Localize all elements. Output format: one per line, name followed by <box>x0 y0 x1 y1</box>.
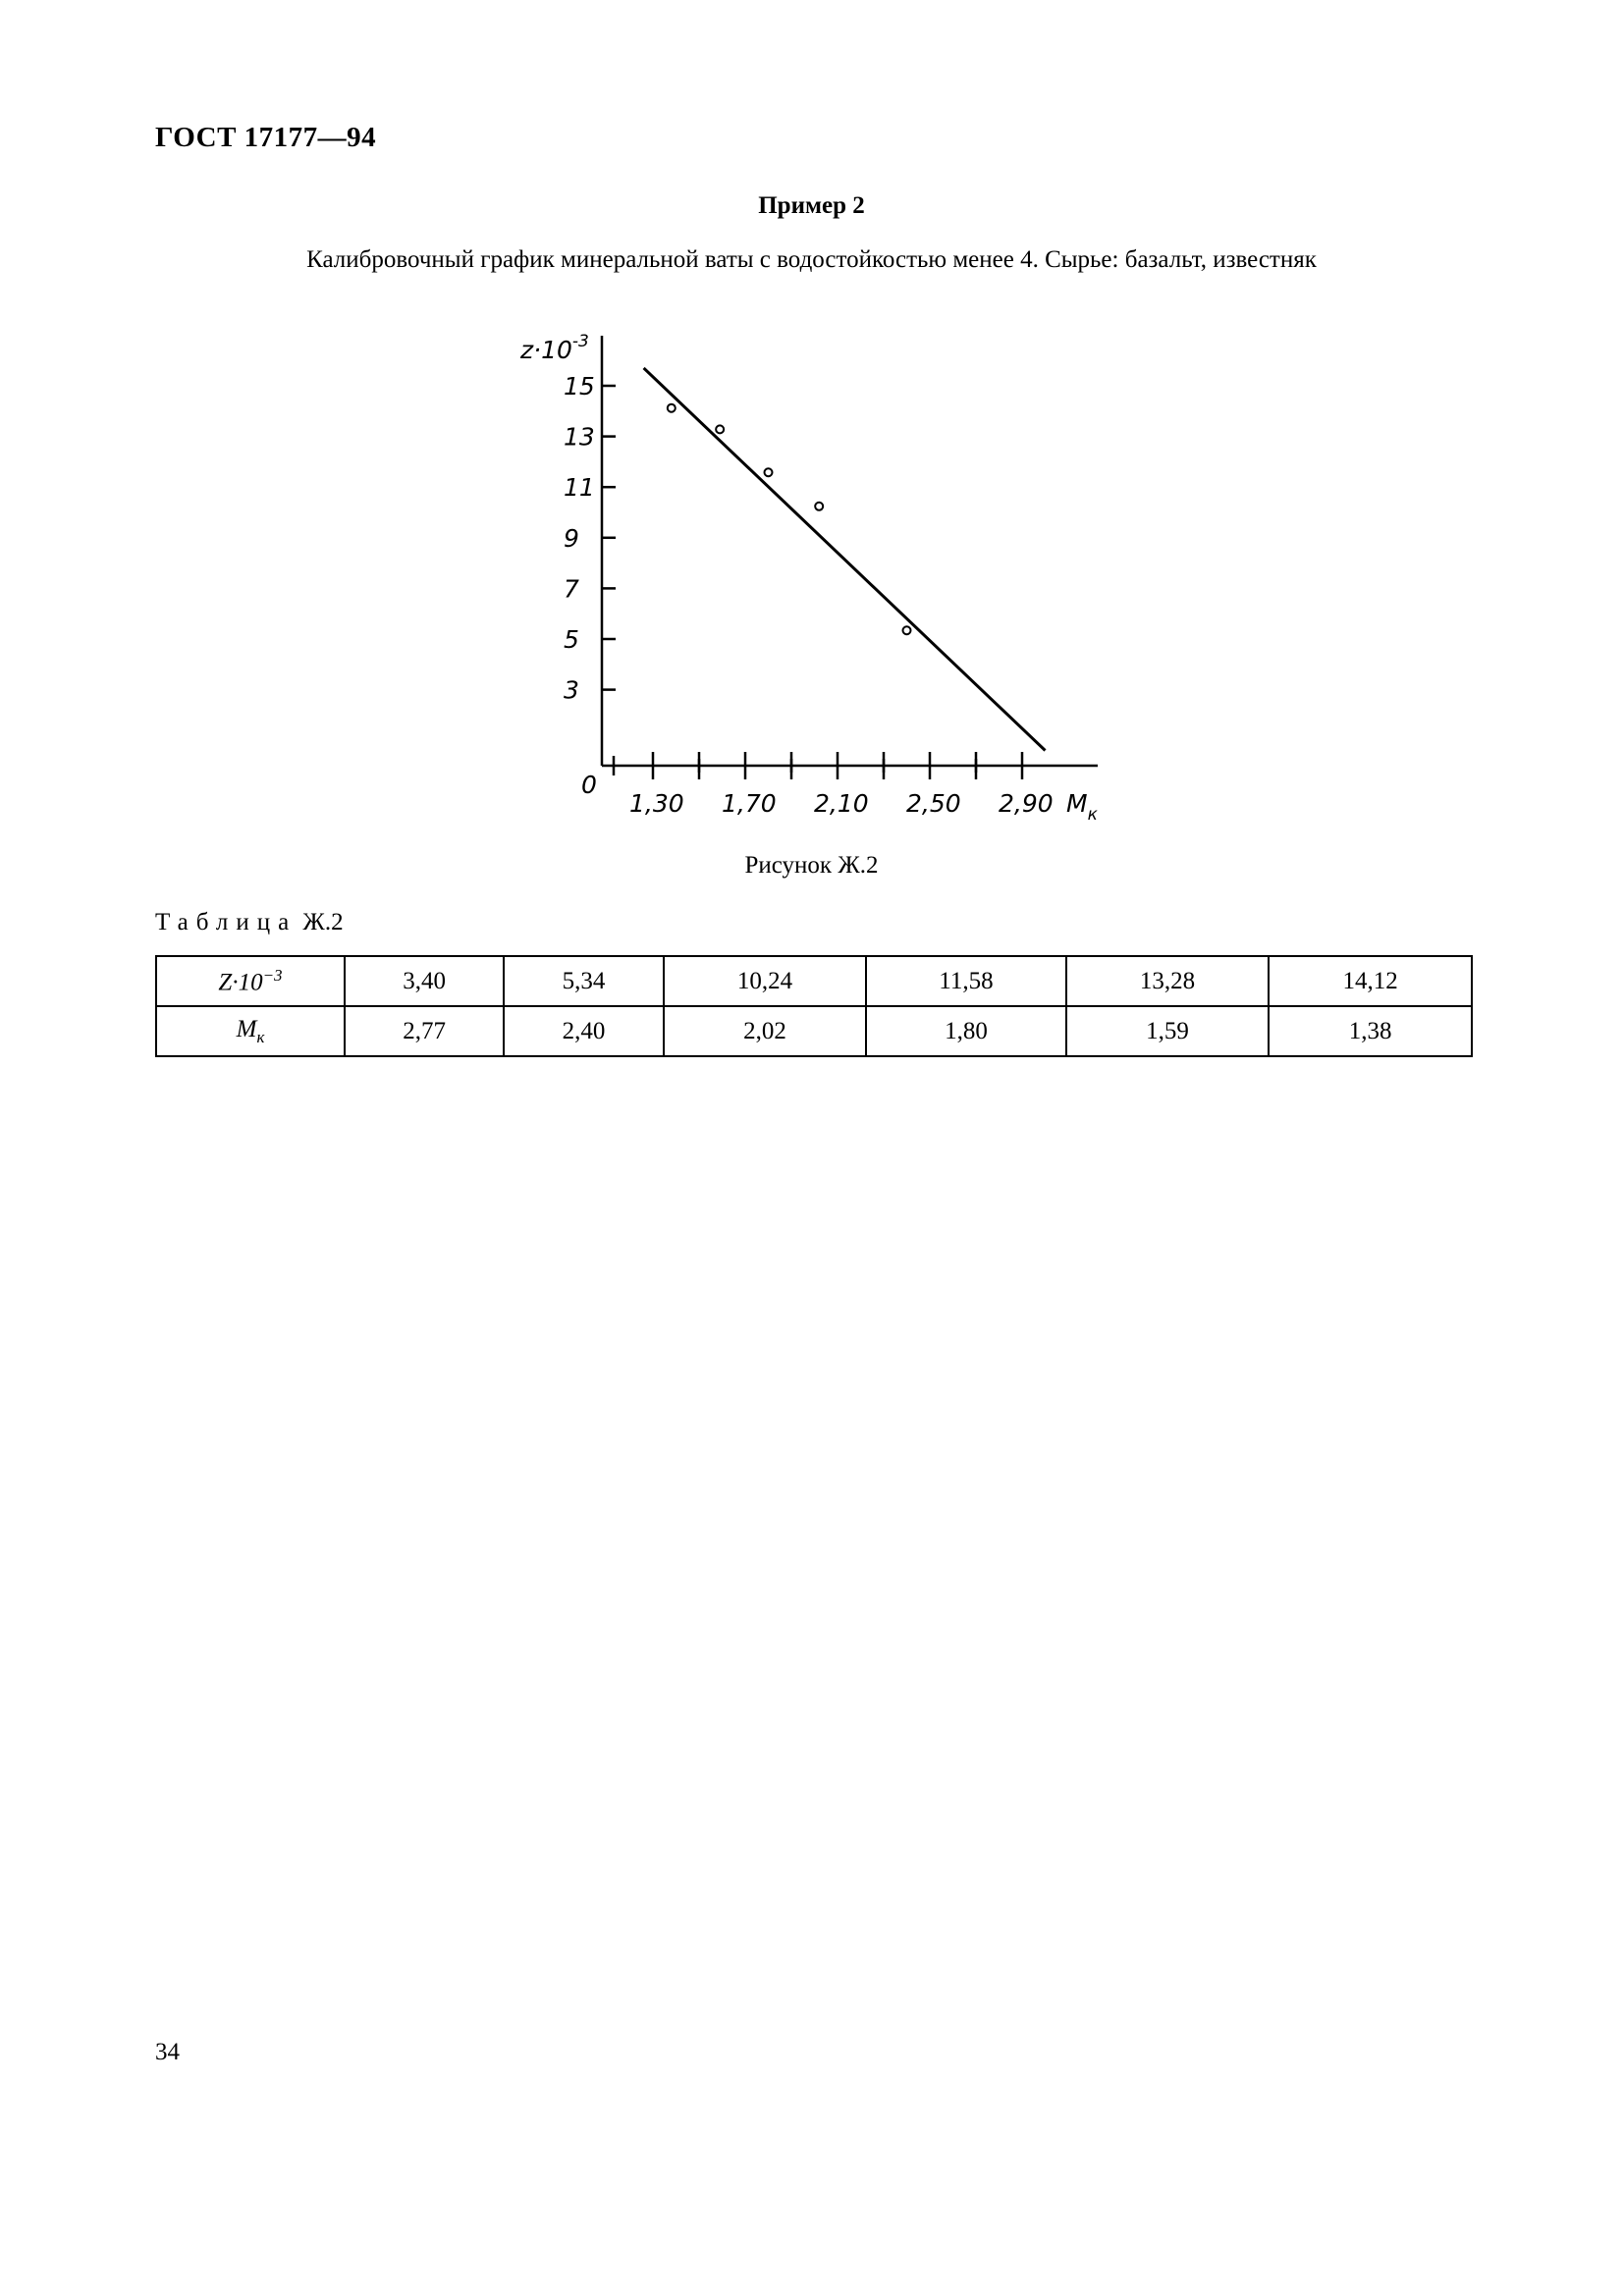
page-number: 34 <box>155 2039 180 2065</box>
table-title-number: Ж.2 <box>302 909 344 935</box>
example-description: Калибровочный график минеральной ваты с водостойкостью менее 4. Сырье: базальт, известняк <box>306 246 1317 273</box>
row-header-z: $Z\cdot 10^{-3}$ <box>156 956 345 1006</box>
document-header: ГОСТ 17177—94 <box>155 122 377 153</box>
y-tick-label: 5 <box>564 625 579 654</box>
chart-canvas <box>491 324 1119 834</box>
x-tick-label: 2,90 <box>999 789 1054 818</box>
data-point <box>716 425 724 433</box>
y-tick-label: 11 <box>564 473 595 503</box>
data-point <box>765 468 773 476</box>
table-cell: 1,80 <box>866 1006 1065 1056</box>
table-cell: 13,28 <box>1066 956 1270 1006</box>
y-tick-label: 13 <box>564 422 595 452</box>
y-tick-label: 15 <box>564 372 595 400</box>
x-tick-label: 2,10 <box>814 789 869 818</box>
data-table <box>155 955 1473 1057</box>
figure-caption: Рисунок Ж.2 <box>744 852 879 879</box>
table-cell: 1,38 <box>1269 1006 1472 1056</box>
x-ticks <box>614 752 1054 818</box>
origin-label: 0 <box>581 771 597 799</box>
y-axis-label: $z\cdot 10^{-3}$ <box>520 332 589 364</box>
x-axis-label: $M_к$ <box>1066 789 1098 825</box>
table-cell: 2,02 <box>664 1006 867 1056</box>
y-ticks <box>564 372 616 705</box>
x-tick-label: 1,70 <box>722 789 777 818</box>
table-row <box>156 1006 1472 1056</box>
data-point <box>903 626 911 634</box>
table-cell: 10,24 <box>664 956 867 1006</box>
table-row <box>156 956 1472 1006</box>
table-cell: 3,40 <box>345 956 504 1006</box>
table-title-prefix: Таблица <box>155 909 298 935</box>
regression-line <box>644 368 1046 751</box>
x-tick-label: 2,50 <box>906 789 961 818</box>
y-tick-label: 7 <box>564 574 579 604</box>
table-cell: 14,12 <box>1269 956 1472 1006</box>
data-point <box>815 503 823 510</box>
data-point <box>668 404 676 412</box>
chart-marks <box>644 368 1046 751</box>
x-tick-label: 1,30 <box>629 789 684 818</box>
y-tick-label: 3 <box>564 675 579 705</box>
row-header-m: $M_к$ <box>156 1006 345 1056</box>
table-cell: 11,58 <box>866 956 1065 1006</box>
table-cell: 5,34 <box>504 956 663 1006</box>
example-title: Пример 2 <box>758 192 865 219</box>
table-cell: 2,40 <box>504 1006 663 1056</box>
table-cell: 1,59 <box>1066 1006 1270 1056</box>
y-tick-label: 9 <box>564 523 579 553</box>
calibration-chart <box>491 324 1119 834</box>
table-cell: 2,77 <box>345 1006 504 1056</box>
table-title <box>155 909 344 936</box>
